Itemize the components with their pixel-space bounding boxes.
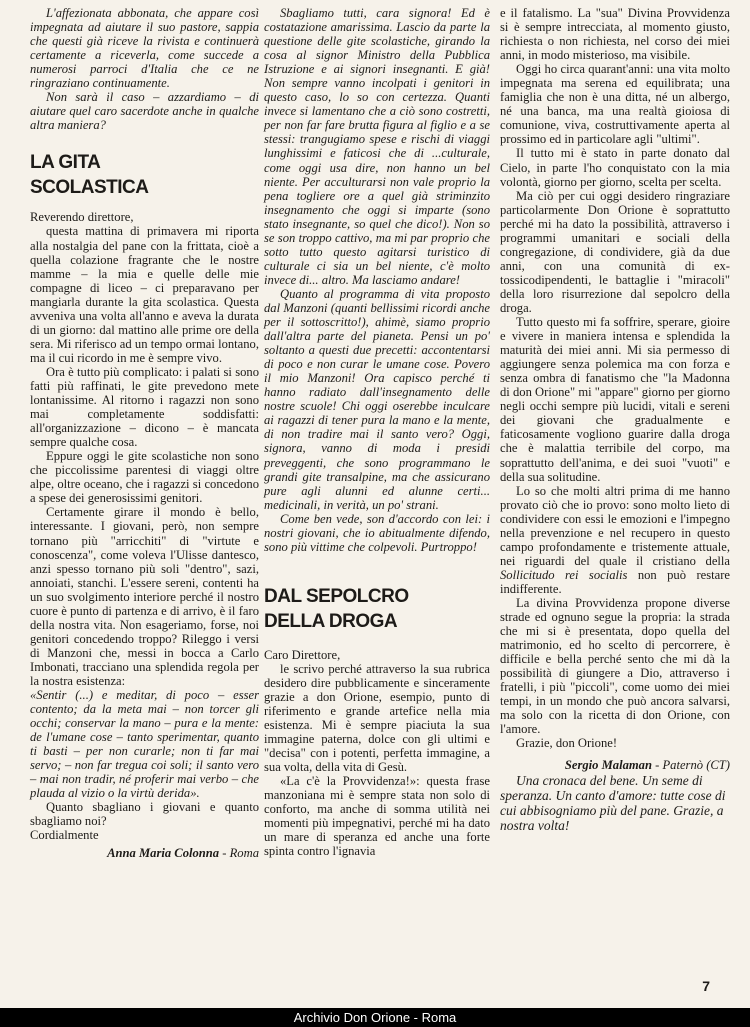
editor-note: L'affezionata abbonata, che appare così impegnata ad aiutare il suo pastore, sappia che questi già riceve la rivista e continuerà certamente a riceverla, come succede a numerosi parroci d'Italia che ce ne ringraziano continuamente.	[30, 6, 259, 91]
letter-greeting: Reverendo direttore,	[30, 210, 134, 225]
encyclical-title: Sollicitudo rei socialis	[500, 567, 628, 582]
signature-city: - Roma	[222, 845, 259, 860]
editor-note: Non sarà il caso – azzardiamo – di aiutare quel caro sacerdote anche in qualche altra maniera?	[30, 90, 259, 133]
paragraph-text: non può restare indifferente.	[500, 567, 730, 596]
signature-city: - Paternò (CT)	[655, 758, 730, 773]
letter-paragraph: «La c'è la Provvidenza!»: questa frase manzoniana mi è sempre stata non solo di conforto, ma anche di somma utilità nei momenti più impegnativi, perché mi ha dato un mare di speranza ed anche una forte spinta contro l'ignavia	[264, 774, 490, 859]
letter-paragraph: Eppure oggi le gite scolastiche non sono che piccolissime parentesi di viaggi oltre alpe, oltre oceano, che i ragazzi si concedono a spese dei generosissimi genitori.	[30, 449, 259, 506]
letter-paragraph: Certamente girare il mondo è bello, interessante. I giovani, però, non sempre tornano più "arricchiti" di "virtute e conoscenza", come voleva l'Ulisse dantesco, anzi spesso tornano più soli "dentro", sazi, annoiati, stanchi. L'essere sereni, contenti ha un suo svolgimento interiore perché il nostro cuore è punto di partenza e di arrivo, è il faro della nostra vita. Non esageriamo, forse, noi genitori concedendo troppo? Rileggo i versi di Manzoni che, messi in bocca a Carlo Imbonati, tracciano una splendida regola per la nostra esistenza:	[30, 505, 259, 688]
letter-paragraph: Ora è tutto più complicato: i palati si sono fatti più raffinati, le gite prevedono mete lontanissime. Al ritorno i ragazzi non sono mai completamente soddisfatti: all'organizzazione – dicono – è mancata sempre qualche cosa.	[30, 364, 259, 450]
letter-paragraph: La divina Provvidenza propone diverse strade ed ognuno segue la propria: la strada che mi si è presentata, dopo quella del matrimonio, ed ho scelto di percorrere, è difficile e bella perché sento che mi dà la possibilità di giungere a Dio, attraverso i fratelli, i più "piccoli", come uomo dei miei tempi, in un mondo che può ancora salvarsi, ma solo con la ricetta di don Orione, con l'amore.	[500, 595, 730, 737]
manzoni-quote: «Sentir (...) e meditar, di poco – esser contento; da la meta mai – non torcer gli occhi; conservar la mano – pura e la mente: de l'umane cose – tanto sperimentar, quanto ti basti – per non curarle; non ti far mai servo; – non far tregua coi soli; il santo vero – mai non tradir, né proferir mai verbo – che plauda al vizio o la virtù derida».	[30, 688, 259, 801]
letter-thanks: Grazie, don Orione!	[516, 736, 618, 751]
signature	[500, 758, 730, 772]
letter-greeting: Caro Direttore,	[264, 647, 341, 662]
letter-paragraph: le scrivo perché attraverso la sua rubrica desidero dire pubblicamente e sinceramente grazie a don Orione, esempio, punto di riferimento e grande artefice nella mia esistenza. Mi è sempre piaciuta la sua immagine paterna, dolce con gli ultimi e "decisa" con i potenti, perfetta immagine, a sua volta, della vita di Gesù.	[264, 661, 490, 775]
letter-closing: Cordialmente	[30, 828, 99, 843]
title-line: DELLA DROGA	[264, 610, 398, 632]
letter-paragraph: questa mattina di primavera mi riporta alla nostalgia del pane con la frittata, cioè a quella colazione fragrante che le nostre mamme – la mia e quelle delle mie compagne di liceo – ci preparavano per mangiarla durante la gita scolastica. Questa avveniva una volta all'anno e aveva la durata di un giorno: dal mattino alle prime ore della sera. Mi riferisco ad un tempo ormai lontano, ma il cui ricordo in me è sempre vivo.	[30, 224, 259, 365]
editor-closing-note: Una cronaca del bene. Un seme di speranza. Un canto d'amore: tutte cose di cui abbisogniamo più del pane. Grazie, a nostra volta!	[500, 772, 726, 833]
title-line: LA GITA	[30, 152, 101, 174]
title-line: DAL SEPOLCRO	[264, 585, 409, 607]
letter-paragraph: e il fatalismo. La "sua" Divina Provvidenza si è sempre intrecciata, al momento giusto, richiesta o non richiesta, nel corso dei miei anni, in modo misterioso, ma visibile.	[500, 6, 730, 63]
letter-paragraph: Il tutto mi è stato in parte donato dal Cielo, in parte l'ho conquistato con la mia volontà, giorno per giorno, scelta per scelta.	[500, 146, 730, 189]
article-title-droga	[264, 584, 490, 634]
signature-name: Sergio Malaman	[564, 758, 652, 773]
letter-paragraph: Ma ciò per cui oggi desidero ringraziare particolarmente Don Orione è soprattutto perché mi ha dato la possibilità, attraverso i programmi umanitari e sociali della congregazione, di condividere, già da due anni, con una comunità di ex-tossicodipendenti, le battaglie i "miracoli" della loro risurrezione dal sepolcro della droga.	[500, 188, 730, 315]
editor-reply: Quanto al programma di vita proposto dal Manzoni (quanti bellissimi ricordi anche per il sottoscritto!), ahimè, siamo proprio dall'altra parte del pianeta. Pensi un po' soltanto a questi due precetti: accontentarsi di poco e non curar le umane cose. Povero il mio Manzoni! Ora capisco perché ti hanno radiato dall'insegnamento delle nostre scuole! Chi oggi oserebbe inculcare ai ragazzi di tener pura la mano e la mente, di non tradire mai il santo vero? Oggi, signora, vanno di moda i presidi preveggenti, che sono programmano le grandi gite transalpine, ma che assicurano pure agli alunni ed alunne certi... medicinali, in verità, un po' strani.	[264, 286, 490, 512]
page-number: 7	[702, 978, 710, 994]
column-3	[500, 6, 730, 833]
letter-paragraph	[500, 484, 730, 596]
paragraph-text: Lo so che molti altri prima di me hanno provato ciò che io provo: sono molto lieto di condividere con essi le emozioni e l'impegno nella prevenzione e nel recupero in questo campo profondamente e tristemente attuale, nei riguardi del quale il cristiano della	[500, 483, 730, 568]
letter-paragraph: Tutto questo mi fa soffrire, sperare, gioire e vivere in maniera intensa e splendida la maturità dei miei anni. Mi sia permesso di aggiungere senza polemica ma con forza e senza ombra di fanatismo che "la Madonna di don Orione" mi "appare" giorno per giorno negli occhi sempre più lucidi, vitali e sereni dei giovani che gradualmente e faticosamente vogliono guarire dalla droga che è malattia terribile del corpo, ma soprattutto dell'anima, e dei suoi "vuoti" e della sua solitudine.	[500, 315, 730, 484]
signature-name: Anna Maria Colonna	[107, 845, 220, 860]
article-title-gita	[30, 150, 259, 200]
editor-reply: Sbagliamo tutti, cara signora! Ed è costatazione amarissima. Lascio da parte la questione delle gite scolastiche, girando la cosa al signor Ministro della Pubblica Istruzione e ai signori insegnanti. E già! Non sempre vanno incolpati i genitori in questo caso, lo so con certezza. Quanti invece si lamentano che a ciò sono costretti, per non far fare brutta figura al figlio e a se stessi: trangugiamo spese e rischi di viaggi lunghissimi e faticosi che di ...culturale, come oggi usa dire, non hanno un bel niente. Per acculturarsi non vale proprio la pena togliere ore a quel già striminzito insegnamento che oggi si imparte (sono stato insegnante, so quel che dico!). Non so se son troppo cattivo, ma mi par proprio che sotto tutto questo agitarsi turistico di culturale ci sia un bel niente, c'è molto invece di... altro. Ma lasciamo andare!	[264, 6, 490, 287]
signature	[30, 846, 259, 860]
column-2	[264, 6, 490, 859]
archive-footer: Archivio Don Orione - Roma	[0, 1008, 750, 1027]
title-line: SCOLASTICA	[30, 177, 149, 199]
letter-paragraph: Oggi ho circa quarant'anni: una vita molto impegnata ma serena ed equilibrata; una famiglia che non è una ditta, né un albergo, né una banca, ma una realtà gioiosa di comunione, viva, costruttivamente aperta al prossimo ed in particolare agli "ultimi".	[500, 62, 730, 147]
column-1	[30, 6, 259, 860]
editor-reply: Come ben vede, son d'accordo con lei: i nostri giovani, che io abitualmente difendo, sono più vittime che colpevoli. Purtroppo!	[264, 511, 490, 554]
letter-paragraph: Quanto sbagliano i giovani e quanto sbagliamo noi?	[30, 800, 259, 829]
